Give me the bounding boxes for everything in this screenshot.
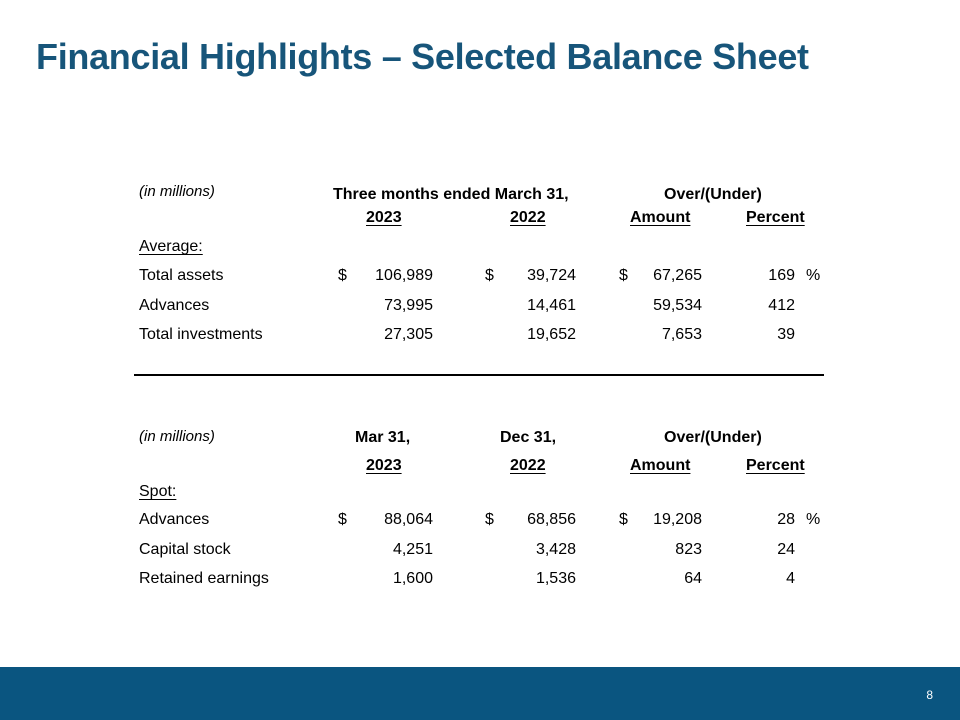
change-amount: 19,208 bbox=[653, 511, 702, 528]
change-percent: 24 bbox=[777, 541, 795, 558]
row-label: Advances bbox=[139, 511, 210, 528]
value-2022: 39,724 bbox=[527, 267, 576, 284]
section-label-spot: Spot: bbox=[139, 483, 177, 500]
column-header-amount: Amount bbox=[630, 209, 691, 226]
row-label: Capital stock bbox=[139, 541, 231, 558]
footer-bar bbox=[0, 667, 960, 720]
value-2022: 68,856 bbox=[527, 511, 576, 528]
currency-symbol: $ bbox=[485, 511, 494, 528]
column-header-percent: Percent bbox=[746, 457, 805, 474]
row-label: Total investments bbox=[139, 326, 263, 343]
change-header: Over/(Under) bbox=[664, 186, 762, 203]
value-2022: 1,536 bbox=[535, 570, 576, 587]
period-header: Three months ended March 31, bbox=[333, 186, 569, 203]
units-note: (in millions) bbox=[139, 183, 215, 200]
column-header-2023: 2023 bbox=[366, 209, 402, 226]
column-header-2023: 2023 bbox=[366, 457, 402, 474]
change-percent: 39 bbox=[777, 326, 795, 343]
currency-symbol: $ bbox=[619, 267, 628, 284]
change-amount: 7,653 bbox=[661, 326, 702, 343]
section-label-average: Average: bbox=[139, 238, 203, 255]
date1-header: Mar 31, bbox=[355, 429, 411, 446]
date2-header: Dec 31, bbox=[500, 429, 557, 446]
units-note: (in millions) bbox=[139, 428, 215, 445]
section-divider bbox=[134, 374, 824, 376]
column-header-percent: Percent bbox=[746, 209, 805, 226]
column-header-2022: 2022 bbox=[510, 209, 546, 226]
column-header-2022: 2022 bbox=[510, 457, 546, 474]
change-amount: 67,265 bbox=[653, 267, 702, 284]
currency-symbol: $ bbox=[338, 267, 347, 284]
percent-sign: % bbox=[806, 267, 821, 284]
currency-symbol: $ bbox=[338, 511, 347, 528]
page-number: 8 bbox=[926, 688, 933, 702]
value-2023: 88,064 bbox=[384, 511, 433, 528]
page-title: Financial Highlights – Selected Balance Sheet bbox=[36, 36, 809, 77]
change-amount: 64 bbox=[684, 570, 702, 587]
value-2022: 19,652 bbox=[527, 326, 576, 343]
value-2023: 106,989 bbox=[375, 267, 433, 284]
change-amount: 823 bbox=[675, 541, 702, 558]
value-2023: 1,600 bbox=[392, 570, 433, 587]
value-2022: 3,428 bbox=[535, 541, 576, 558]
change-percent: 169 bbox=[768, 267, 795, 284]
row-label: Advances bbox=[139, 297, 210, 314]
change-percent: 412 bbox=[768, 297, 795, 314]
percent-sign: % bbox=[806, 511, 821, 528]
column-header-amount: Amount bbox=[630, 457, 691, 474]
change-percent: 28 bbox=[777, 511, 795, 528]
change-amount: 59,534 bbox=[653, 297, 702, 314]
row-label: Retained earnings bbox=[139, 570, 269, 587]
value-2023: 27,305 bbox=[384, 326, 433, 343]
change-percent: 4 bbox=[786, 570, 795, 587]
currency-symbol: $ bbox=[619, 511, 628, 528]
change-header: Over/(Under) bbox=[664, 429, 762, 446]
currency-symbol: $ bbox=[485, 267, 494, 284]
row-label: Total assets bbox=[139, 267, 224, 284]
value-2022: 14,461 bbox=[527, 297, 576, 314]
value-2023: 4,251 bbox=[392, 541, 433, 558]
value-2023: 73,995 bbox=[384, 297, 433, 314]
